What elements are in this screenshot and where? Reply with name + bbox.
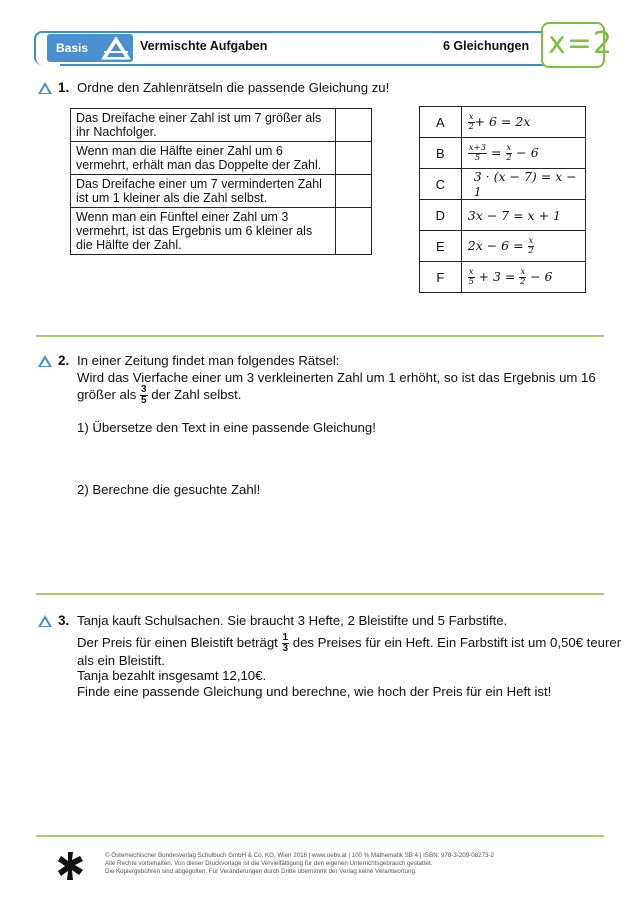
denominator: 2 [520,276,526,287]
task1-number: 1. [58,80,70,95]
answer-box[interactable] [336,109,372,142]
equation-row [420,169,586,200]
numerator: x+3 [468,142,487,153]
numerator: x [528,235,534,246]
denominator: 5 [474,152,481,163]
option-letter: C [420,169,462,200]
task2-subtask2: 2) Berechne die gesuchte Zahl! [77,482,261,497]
denominator: 5 [141,395,147,406]
denominator: 3 [282,643,289,654]
denominator: 5 [468,276,474,287]
fraction [528,237,535,256]
footer-line: Die Kopiergebühren sind abgegolten. Für Veränderungen durch Dritte übernimmt der Verlag keine Verantwortung. [105,868,417,875]
task2-subtask1: 1) Übersetze den Text in eine passende Gleichung! [77,420,376,435]
task3-line2-pre: Der Preis für einen Bleistift beträgt [77,634,278,650]
fraction [468,268,475,287]
option-letter: A [420,107,462,138]
section-separator [36,593,604,595]
equation-table [419,106,586,293]
triangle-logo-icon [100,35,132,61]
equation-rest: − 6 [526,268,553,284]
task2-line3-pre: größer als [77,386,137,402]
task2-line1: In einer Zeitung findet man folgendes Rätsel: [77,353,340,368]
denominator: 2 [468,121,474,132]
basis-badge-label: Basis [56,41,89,55]
riddle-row [71,109,372,142]
numerator: 1 [282,632,289,643]
equation-mid: = [487,144,506,160]
task3-line2 [77,633,621,654]
equation-rest: − 6 [512,144,539,160]
task3-line1: Tanja kauft Schulsachen. Sie braucht 3 Hefte, 2 Bleistifte und 5 Farbstifte. [77,613,508,628]
riddle-text: Wenn man die Hälfte einer Zahl um 6 vermehrt, erhält man das Doppelte der Zahl. [71,142,336,175]
equation-row [420,107,586,138]
difficulty-triangle-icon [37,81,53,95]
equation-pre: 2x − 6 = [467,237,528,253]
riddle-text: Das Dreifache einer Zahl ist um 7 größer als ihr Nachfolger. [71,109,336,142]
header-underline [60,64,550,66]
option-letter: B [420,138,462,169]
task3-number: 3. [58,613,70,628]
footer-line: © Österreichischer Bundesverlag Schulbuch GmbH & Co. KG, Wien 2016 | www.oebv.at | 100 % Mathematik SB 4 | ISBN: 978-3-209-08273-2 [105,852,494,859]
equation-row [420,262,586,293]
denominator: 2 [528,245,534,256]
fraction [282,633,290,654]
answer-box[interactable] [336,142,372,175]
fraction [140,385,148,406]
task2-line3 [77,385,241,406]
numerator: x [468,266,474,277]
chapter-logo-text: x=2 [548,26,613,61]
task2-number: 2. [58,353,70,368]
numerator: x [468,111,474,122]
footer-line: Alle Rechte vorbehalten. Von dieser Druckvorlage ist die Vervielfältigung für den eigenen Unterrichtsgebrauch gestattet. [105,860,433,867]
task3-line3: als ein Bleistift. [77,653,165,668]
option-letter: D [420,200,462,231]
equation-row [420,200,586,231]
publisher-logo-icon [56,850,86,882]
numerator: x [520,266,526,277]
answer-box[interactable] [336,208,372,255]
equation-rest: + 6 = 2x [474,113,531,129]
difficulty-triangle-icon [37,614,53,628]
task3-line4: Tanja bezahlt insgesamt 12,10€. [77,668,267,683]
equation-c: 3 · (x − 7) = x − 1 [461,169,585,200]
riddle-text: Das Dreifache einer um 7 verminderten Zahl ist um 1 kleiner als die Zahl selbst. [71,175,336,208]
riddle-row [71,208,372,255]
numerator: 3 [141,384,147,395]
equation-row [420,138,586,169]
equation-a [461,107,585,138]
section-separator [36,835,604,837]
answer-box[interactable] [336,175,372,208]
numerator: x [506,142,512,153]
task1-prompt: Ordne den Zahlenrätseln die passende Gleichung zu! [77,80,390,95]
equation-b [461,138,585,169]
option-letter: E [420,231,462,262]
chapter-title: 6 Gleichungen [443,39,530,53]
equation-mid: + 3 = [474,268,520,284]
footer-copyright [105,852,585,876]
page-title: Vermischte Aufgaben [140,39,268,53]
equation-e [461,231,585,262]
difficulty-triangle-icon [37,354,53,368]
equation-f [461,262,585,293]
section-separator [36,335,604,337]
riddle-row [71,142,372,175]
task3-line5: Finde eine passende Gleichung und berechne, wie hoch der Preis für ein Heft ist! [77,684,552,699]
riddle-text: Wenn man ein Fünftel einer Zahl um 3 vermehrt, ist das Ergebnis um 6 kleiner als die Hälfte der Zahl. [71,208,336,255]
riddle-row [71,175,372,208]
task3-line2-post: des Preises für ein Heft. Ein Farbstift ist um 0,50€ teurer [292,634,622,650]
fraction [468,144,487,163]
fraction [468,113,475,132]
denominator: 2 [506,152,512,163]
task2-line2: Wird das Vierfache einer um 3 verkleinerten Zahl um 1 erhöht, so ist das Ergebnis um 16 [77,370,596,385]
equation-row [420,231,586,262]
task2-line3-post: der Zahl selbst. [151,386,242,402]
riddle-table [70,108,372,255]
option-letter: F [420,262,462,293]
equation-d: 3x − 7 = x + 1 [461,200,585,231]
